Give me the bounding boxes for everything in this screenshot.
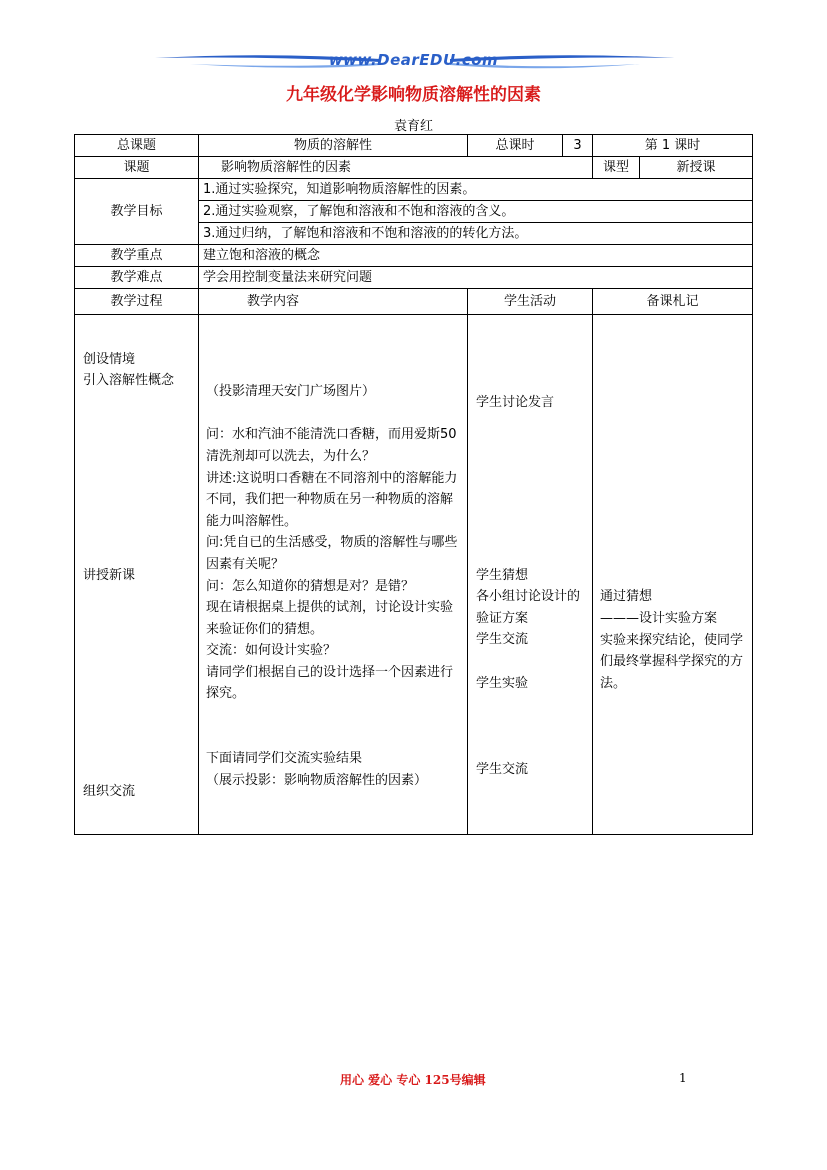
- activity-item: 学生讨论发言: [476, 394, 555, 410]
- table-row: [75, 267, 753, 289]
- notes-column: [593, 315, 753, 835]
- activity-item: 各小组讨论设计的验证方案: [476, 589, 581, 626]
- process-step: 组织交流: [83, 783, 136, 799]
- activity-items: [476, 392, 588, 781]
- process-column: [75, 315, 199, 835]
- table-row: [75, 315, 753, 835]
- author-name: 袁育红: [393, 119, 433, 134]
- label-lesson-type: 课型: [593, 157, 640, 179]
- goal-item: 2.通过实验观察，了解饱和溶液和不饱和溶液的含义。: [199, 201, 753, 223]
- table-row: [75, 157, 753, 179]
- content-item: 下面请同学们交流实验结果: [206, 751, 363, 767]
- content-item: （展示投影：影响物质溶解性的因素）: [206, 772, 428, 788]
- label-total-topic: 总课题: [75, 135, 199, 157]
- key-point-value: 建立饱和溶液的概念: [199, 245, 753, 267]
- process-step: 创设情境: [83, 351, 136, 367]
- footer-text: 用心 爱心 专心 125号编辑: [340, 1073, 486, 1087]
- table-header-row: [75, 289, 753, 315]
- activity-item: 学生猜想: [476, 567, 529, 583]
- header-student-activity: 学生活动: [468, 289, 593, 315]
- content-item: 问:凭自已的生活感受，物质的溶解性与哪些因素有关呢？: [206, 535, 458, 572]
- content-item: （投影清理天安门广场图片）: [206, 384, 376, 400]
- content-item: 问：水和汽油不能清洗口香糖，而用爱斯50清洗剂却可以洗去，为什么？: [206, 427, 457, 464]
- note-item: 通过猜想: [600, 589, 653, 605]
- content-items: [206, 381, 463, 791]
- total-topic-value: 物质的溶解性: [199, 135, 468, 157]
- header-notes: 备课札记: [593, 289, 753, 315]
- label-topic: 课题: [75, 157, 199, 179]
- site-url: www.DearEDU.com: [328, 51, 499, 69]
- table-row: [75, 179, 753, 201]
- label-total-hours: 总课时: [468, 135, 563, 157]
- note-item: 实验来探究结论，使同学们最终掌握科学探究的方法。: [600, 632, 744, 691]
- content-item: 现在请根据桌上提供的试剂，讨论设计实验来验证你们的猜想。: [206, 600, 454, 637]
- activity-item: 学生交流: [476, 762, 529, 778]
- goal-item: 1.通过实验探究，知道影响物质溶解性的因素。: [199, 179, 753, 201]
- lesson-number: 第 1 课时: [593, 135, 753, 157]
- lesson-type-value: 新授课: [640, 157, 753, 179]
- topic-value: 影响物质溶解性的因素: [199, 157, 593, 179]
- content-item: 交流：如何设计实验？: [206, 643, 337, 659]
- table-row: [75, 135, 753, 157]
- content-item: 问：怎么知道你的猜想是对？是错？: [206, 578, 415, 594]
- label-key-point: 教学重点: [75, 245, 199, 267]
- content-column: [199, 315, 468, 835]
- table-row: [75, 245, 753, 267]
- notes-items: [600, 586, 748, 694]
- label-teaching-goals: 教学目标: [75, 179, 199, 245]
- difficulty-value: 学会用控制变量法来研究问题: [199, 267, 753, 289]
- label-difficulty: 教学难点: [75, 267, 199, 289]
- process-steps: [83, 349, 194, 803]
- document-title: 九年级化学影响物质溶解性的因素: [286, 85, 541, 105]
- header-process: 教学过程: [75, 289, 199, 315]
- process-step: 引入溶解性概念: [83, 373, 175, 389]
- goal-item: 3.通过归纳，了解饱和溶液和不饱和溶液的的转化方法。: [199, 223, 753, 245]
- process-step: 讲授新课: [83, 567, 136, 583]
- content-item: 讲述:这说明口香糖在不同溶剂中的溶解能力不同，我们把一种物质在另一种物质的溶解能力叫溶解性。: [206, 470, 458, 529]
- header-content: 教学内容: [199, 289, 468, 315]
- total-hours-value: 3: [563, 135, 593, 157]
- activity-item: 学生实验: [476, 675, 529, 691]
- note-item: ———设计实验方案: [600, 610, 718, 626]
- lesson-plan-table: [74, 134, 753, 835]
- activity-column: [468, 315, 593, 835]
- activity-item: 学生交流: [476, 632, 529, 648]
- content-item: 请同学们根据自己的设计选择一个因素进行探究。: [206, 664, 454, 702]
- page-number: 1: [679, 1071, 687, 1085]
